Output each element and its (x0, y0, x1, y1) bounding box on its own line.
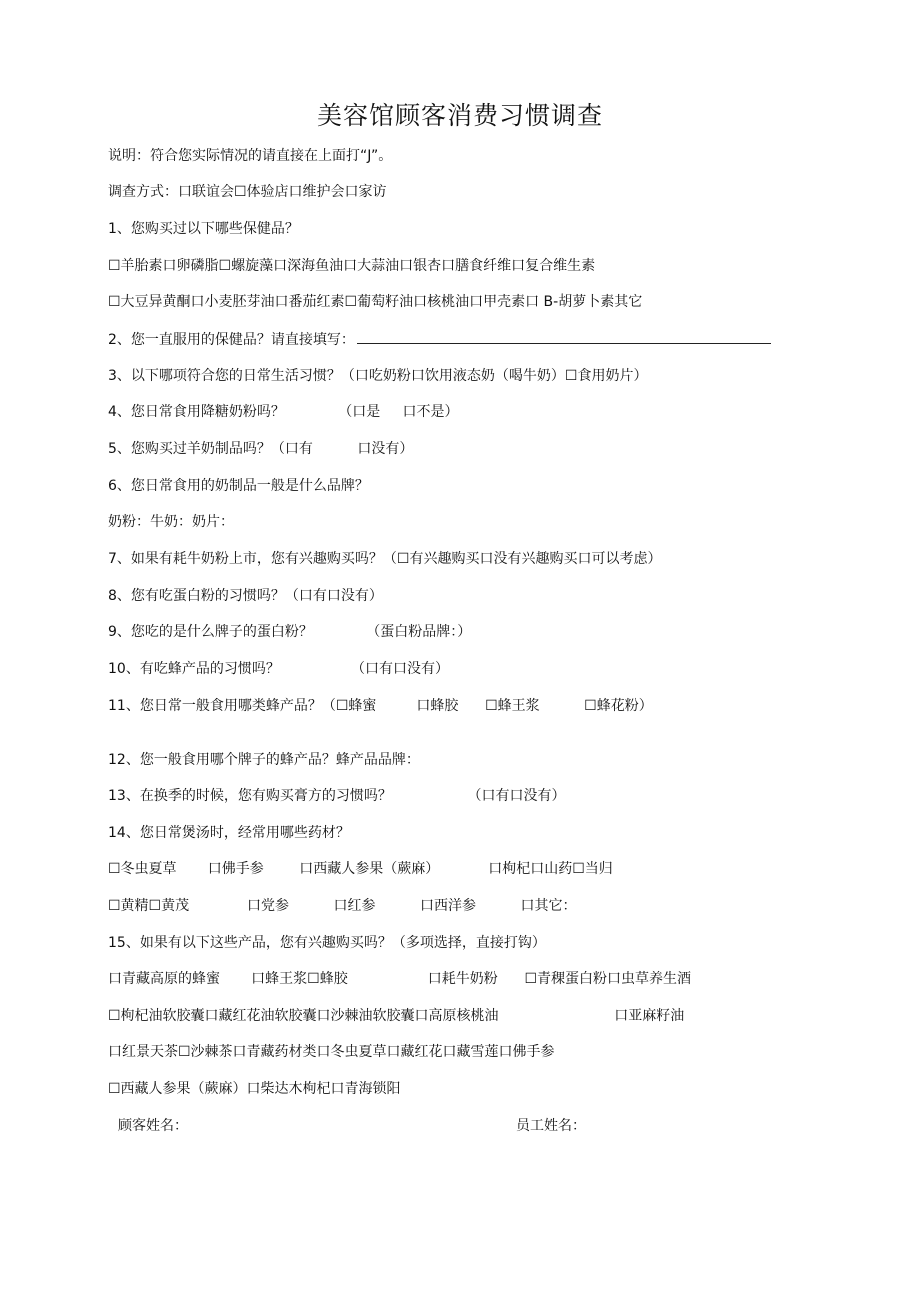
survey-method-line: 调查方式：口联谊会☐体验店口维护会口家访 (108, 184, 387, 200)
question-14-options-a: ☐冬虫夏草 口佛手参 口西藏人参果（蕨麻） 口枸杞口山药☐当归 (108, 861, 613, 877)
question-12: 12、您一般食用哪个牌子的蜂产品？蜂产品品牌： (108, 752, 420, 768)
question-4: 4、您日常食用降糖奶粉吗？ （口是 口不是） (108, 404, 459, 420)
customer-name-label: 顾客姓名： (118, 1118, 188, 1134)
question-8: 8、您有吃蛋白粉的习惯吗？（口有口没有） (108, 588, 383, 604)
question-2-text: 2、您一直服用的保健品？请直接填写： (108, 332, 355, 348)
question-9: 9、您吃的是什么牌子的蛋白粉？ （蛋白粉品牌：） (108, 624, 472, 640)
question-3: 3、以下哪项符合您的日常生活习惯？（口吃奶粉口饮用液态奶（喝牛奶）☐食用奶片） (108, 368, 648, 384)
survey-title: 美容馆顾客消费习惯调查 (316, 101, 603, 130)
question-15: 15、如果有以下这些产品，您有兴趣购买吗？（多项选择，直接打钩） (108, 935, 546, 951)
question-1-options-b: ☐大豆异黄酮口小麦胚芽油口番茄红素☐葡萄籽油口核桃油口甲壳素口 B-胡萝卜素其它 (108, 294, 643, 310)
question-14: 14、您日常煲汤时，经常用哪些药材？ (108, 825, 350, 841)
question-1-options-a: ☐羊胎素口卵磷脂☐螺旋藻口深海鱼油口大蒜油口银杏口膳食纤维口复合维生素 (108, 258, 596, 274)
question-14-options-b: ☐黄精☐黄茂 口党参 口红参 口西洋参 口其它： (108, 898, 577, 914)
question-6-answer: 奶粉：牛奶：奶片： (108, 514, 234, 530)
question-15-options-c: 口红景天茶☐沙棘茶口青藏药材类口冬虫夏草口藏红花口藏雪莲口佛手参 (108, 1044, 555, 1060)
question-15-options-a: 口青藏高原的蜂蜜 口蜂王浆☐蜂胶 口耗牛奶粉 ☐青稞蛋白粉口虫草养生酒 (108, 971, 692, 987)
question-6: 6、您日常食用的奶制品一般是什么品牌？ (108, 478, 369, 494)
question-1: 1、您购买过以下哪些保健品？ (108, 221, 299, 237)
question-15-options-d: ☐西藏人参果（蕨麻）口柴达木枸杞口青海锁阳 (108, 1081, 401, 1097)
question-10: 10、有吃蜂产品的习惯吗？ （口有口没有） (108, 661, 450, 677)
question-11: 11、您日常一般食用哪类蜂产品？（☐蜂蜜 口蜂胶 ☐蜂王浆 ☐蜂花粉） (108, 698, 653, 714)
staff-name-label: 员工姓名： (516, 1118, 586, 1134)
question-7: 7、如果有耗牛奶粉上市，您有兴趣购买吗？（☐有兴趣购买口没有兴趣购买口可以考虑） (108, 551, 662, 567)
question-13: 13、在换季的时候，您有购买膏方的习惯吗？ （口有口没有） (108, 788, 566, 804)
question-2 (108, 329, 771, 350)
instruction-line: 说明：符合您实际情况的请直接在上面打“J”。 (108, 148, 393, 164)
question-5: 5、您购买过羊奶制品吗？（口有 口没有） (108, 441, 414, 457)
question-15-options-b: ☐枸杞油软胶囊口藏红花油软胶囊口沙棘油软胶囊口高原核桃油 口亚麻籽油 (108, 1008, 685, 1024)
question-2-fill-line (357, 329, 771, 344)
